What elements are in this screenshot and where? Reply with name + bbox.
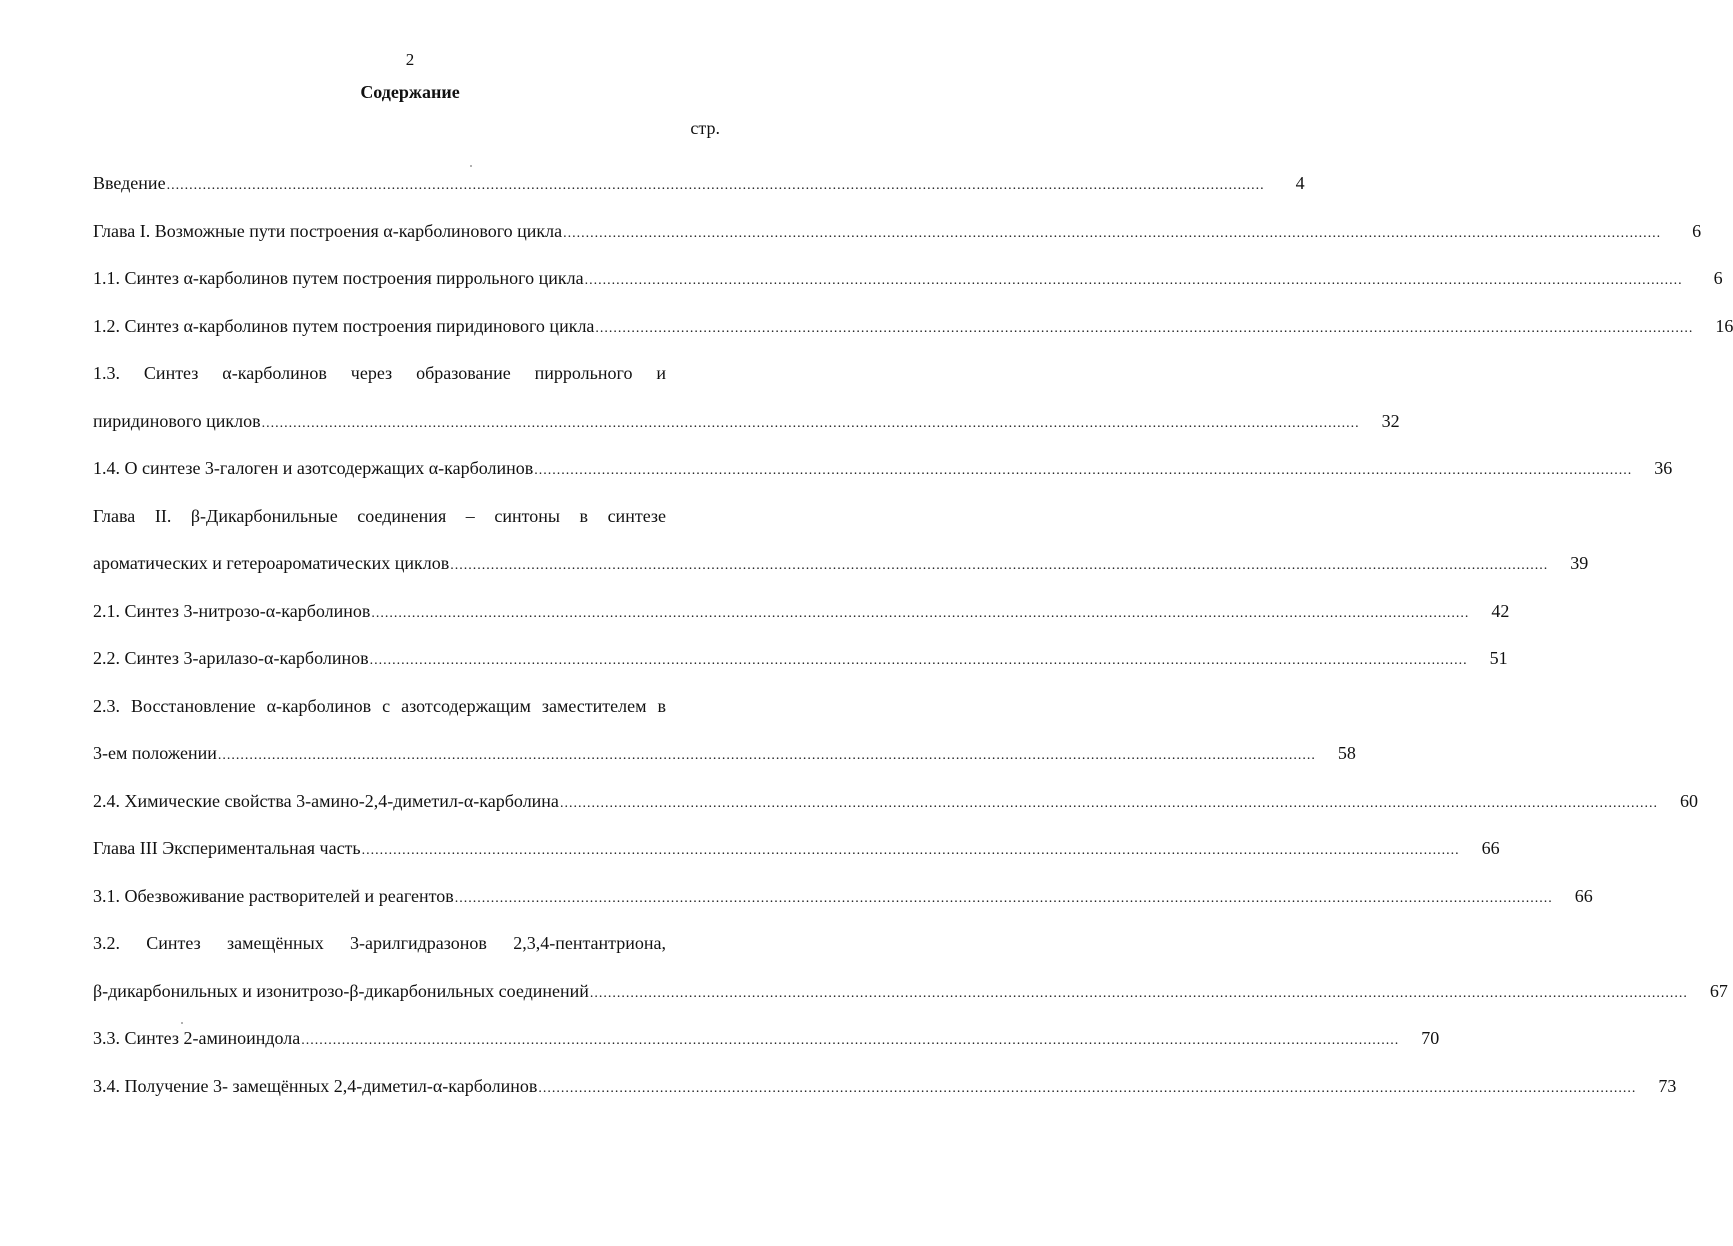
toc-entry (93, 160, 1305, 208)
toc-entry-page: 73 (1658, 1075, 1677, 1096)
toc-entry (93, 255, 1723, 303)
toc-entry-page: 36 (1654, 458, 1673, 478)
toc-entry (93, 968, 1728, 1016)
toc-entry-title: 2.4. Химические свойства 3-амино-2,4-диметил-α-карболина (93, 790, 559, 811)
toc-entry-page: 70 (1421, 1028, 1440, 1048)
dot-leader (563, 210, 1661, 258)
toc-entry-page: 6 (1692, 220, 1702, 241)
dot-leader (262, 400, 1360, 448)
toc-entry-title-line1: 1.3. Синтез α-карболинов через образование пиррольного и (93, 363, 666, 383)
toc-entry (93, 588, 1510, 636)
toc-entry-page: 4 (1295, 173, 1305, 193)
dot-leader (560, 780, 1658, 828)
toc-entry-title-line2: β-дикарбонильных и изонитрозо-β-дикарбонильных соединений (93, 980, 589, 1001)
toc-entry (93, 398, 1400, 446)
toc-entry (93, 540, 1589, 588)
dot-leader (362, 827, 1460, 875)
toc-entry (93, 208, 1702, 256)
toc-entry-page: 6 (1713, 268, 1723, 288)
toc-entry (93, 1063, 1677, 1111)
toc-entry-page: 66 (1481, 838, 1500, 858)
toc-entry-title: 1.2. Синтез α-карболинов путем построения пиридинового цикла (93, 315, 595, 336)
toc-entry-title: 3.4. Получение 3- замещённых 2,4-диметил-α-карболинов (93, 1075, 538, 1096)
table-of-contents (93, 160, 1733, 1110)
toc-entry-page: 16 (1715, 315, 1733, 336)
toc-entry (93, 730, 1356, 778)
toc-entry-title: 3.1. Обезвоживание растворителей и реагентов (93, 885, 454, 906)
toc-entry (93, 303, 1733, 351)
dot-leader (538, 1065, 1636, 1113)
toc-entry-title: 1.4. О синтезе 3-галоген и азотсодержащих α-карболинов (93, 458, 534, 478)
toc-entry (93, 1015, 1440, 1063)
dot-leader (450, 542, 1548, 590)
toc-entry-page: 32 (1381, 410, 1400, 431)
toc-entry-title: Глава III Экспериментальная часть (93, 838, 361, 858)
dot-leader (167, 162, 1265, 210)
toc-entry-page: 60 (1679, 790, 1698, 811)
dot-leader (595, 305, 1693, 353)
dot-leader (218, 732, 1316, 780)
page-column-label: стр. (690, 118, 720, 138)
toc-entry-title: 1.1. Синтез α-карболинов путем построения пиррольного цикла (93, 268, 584, 288)
page-title: Содержание (360, 82, 460, 102)
dot-leader (371, 590, 1469, 638)
toc-entry-title-line1: 3.2. Синтез замещённых 3-арилгидразонов 2,3,4-пентантриона, (93, 933, 666, 953)
page-number: 2 (405, 50, 415, 69)
toc-entry-title-line2: пиридинового циклов (93, 410, 261, 431)
dot-leader (370, 637, 1468, 685)
toc-entry (93, 445, 1673, 493)
toc-entry-title-line1: Глава II. β-Дикарбонильные соединения – синтоны в синтезе (93, 505, 666, 526)
toc-entry-page: 67 (1709, 980, 1728, 1001)
toc-entry (93, 635, 1508, 683)
toc-entry-page: 39 (1570, 553, 1589, 573)
dot-leader (301, 1017, 1399, 1065)
toc-entry-title: Глава I. Возможные пути построения α-карболинового цикла (93, 220, 563, 241)
dot-leader (534, 447, 1632, 495)
toc-entry-page: 51 (1489, 648, 1508, 668)
toc-entry-title-line1: 2.3. Восстановление α-карболинов с азотсодержащим заместителем в (93, 695, 666, 716)
toc-entry (93, 825, 1500, 873)
toc-entry-title-line2: 3-ем положении (93, 743, 217, 763)
toc-entry (93, 873, 1593, 921)
toc-entry-title: Введение (93, 173, 166, 193)
toc-entry-title: 3.3. Синтез 2-аминоиндола (93, 1028, 301, 1048)
toc-entry-page: 66 (1574, 885, 1593, 906)
dot-leader (590, 970, 1688, 1018)
dot-leader (455, 875, 1553, 923)
toc-entry-title-line2: ароматических и гетероароматических циклов (93, 553, 450, 573)
toc-entry-title: 2.2. Синтез 3-арилазо-α-карболинов (93, 648, 369, 668)
toc-entry-page: 58 (1337, 743, 1356, 763)
toc-entry-title: 2.1. Синтез 3-нитрозо-α-карболинов (93, 600, 371, 621)
toc-entry (93, 778, 1698, 826)
dot-leader (585, 257, 1683, 305)
toc-entry-page: 42 (1491, 600, 1510, 621)
